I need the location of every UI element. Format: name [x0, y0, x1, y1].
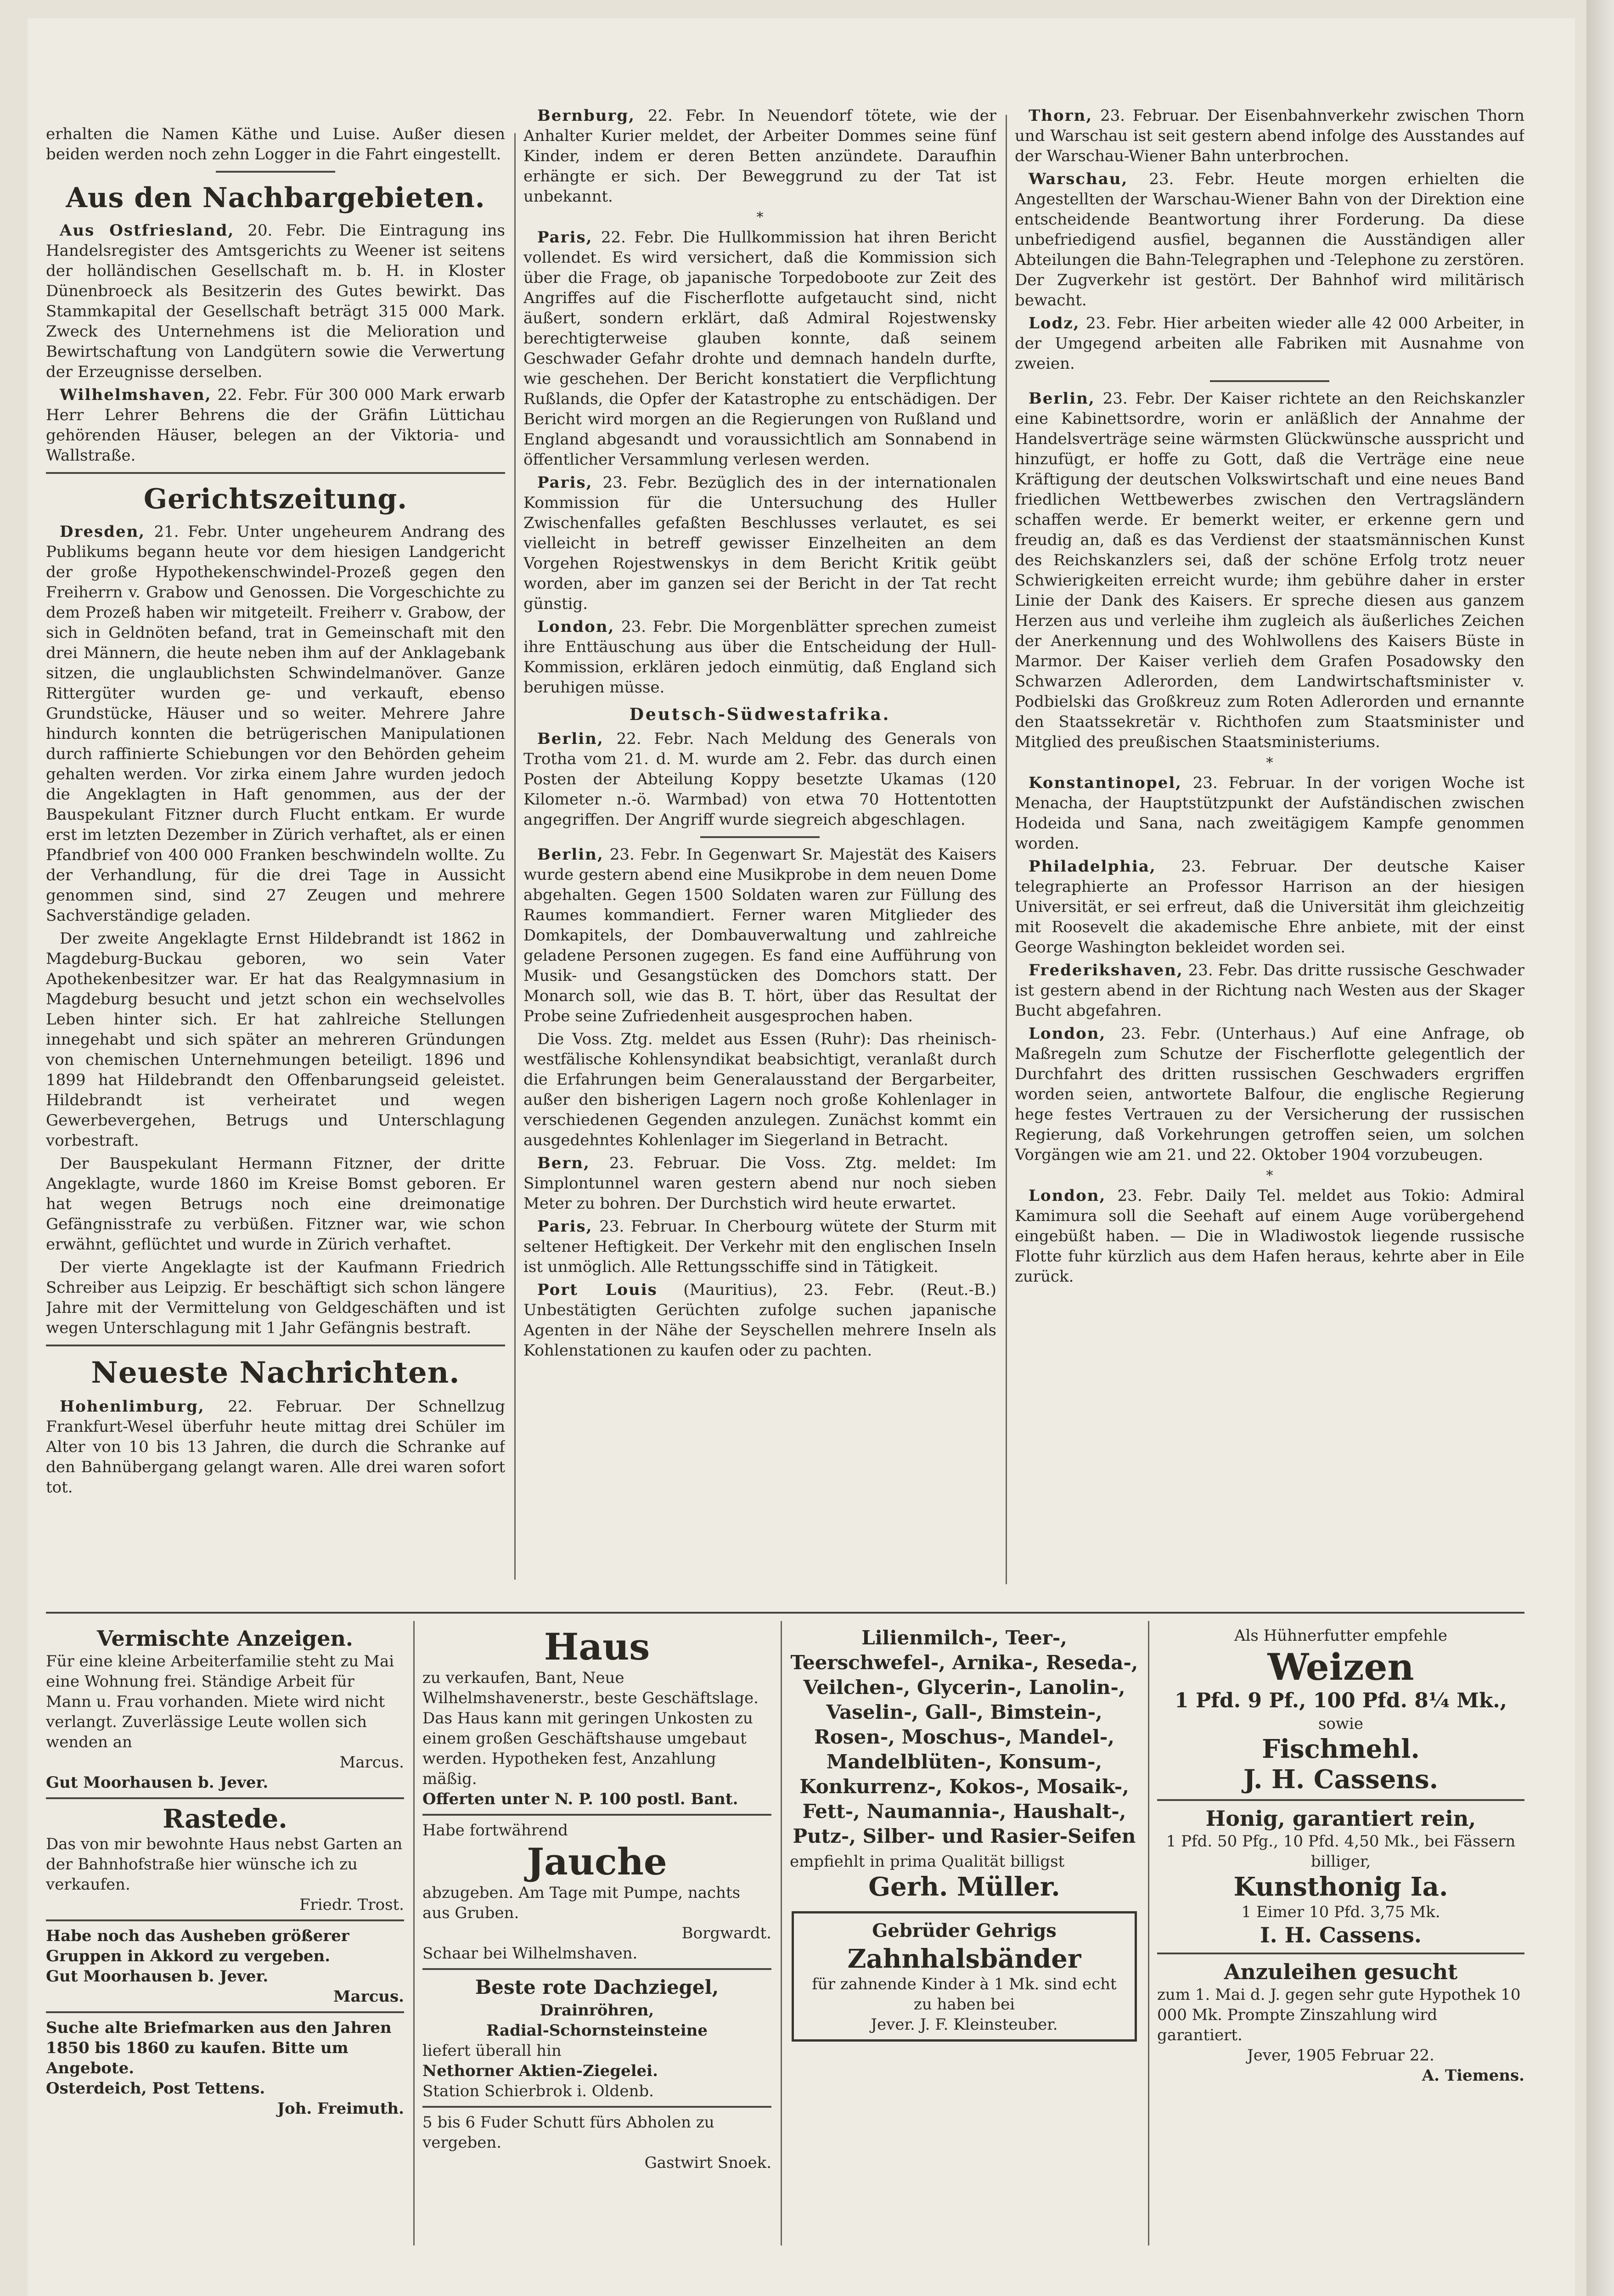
article: [1015, 960, 1524, 1021]
dateline: Hohenlimburg,: [60, 1397, 205, 1416]
article-text: 23. Febr. (Unterhaus.) Auf eine Anfrage, ob Maßregeln zum Schutze der Fischerflotte gelegentlich der Durchfahrt des dritten russischen Geschwaders ergriffen worden seien, antwortete Balfour, die englische Regierung hege festes Vertrauen zu der Versicherung der russischen Regierung, daß Vorkehrungen getroffen seien, um solchen Vorgängen wie am 21. und 22. Oktober 1904 vorzubeugen.: [1015, 1024, 1524, 1164]
divider: [46, 2011, 404, 2013]
column-1: [46, 124, 505, 1603]
article: [1015, 773, 1524, 854]
ad-box: [792, 1911, 1137, 2042]
article: [1015, 388, 1524, 752]
ad-signature: Gerh. Müller.: [868, 1872, 1060, 1902]
article-text: 23. Febr. In Gegenwart Sr. Majestät des Kaisers wurde gestern abend eine Musikprobe in dem neuen Dome abgehalten. Gegen 1500 Soldaten waren zur Füllung des Raumes kommandiert. Ferner waren Mitglieder des Domkapitels, der Dombauverwaltung und zahlreiche geladene Personen zugegen. Es fand eine Aufführung von Musik- und Gesangstücken des Domchors statt. Der Monarch soll, wie das B. T. hört, über das Resultat der Probe seine Zufriedenheit ausgesprochen haben.: [523, 845, 996, 1025]
ad-signature: Marcus.: [339, 1753, 404, 1772]
ad-column-1: [46, 1626, 404, 2245]
separator-star: *: [1266, 1168, 1273, 1184]
article: [523, 106, 996, 207]
article-text: 23. Febr. Hier arbeiten wieder alle 42 000 Arbeiter, in der Umgegend arbeiten alle Fabriken mit Ausnahme von zweien.: [1015, 314, 1524, 373]
article-text: 23. Febr. Die Morgenblätter sprechen zumeist ihre Enttäuschung aus über die Entscheidung der Hull-Kommission, erklären jedoch einmütig, daß England sich beruhigen müsse.: [523, 618, 996, 697]
ad-signature: Marcus.: [333, 1987, 404, 2006]
article-text: 23. Febr. Bezüglich des in der internationalen Kommission für die Untersuchung des Huller Zwischenfalles gefaßten Beschlusses verlautet, es sei vielleicht in betreff gewisser Einzelheiten an dem Vorgehen Rojestwenskys in dem Bericht Kritik geübt worden, aber im ganzen sei der Bericht in der Tat recht günstig.: [523, 473, 996, 613]
article-text: Die Voss. Ztg. meldet aus Essen (Ruhr): Das rheinisch-westfälische Kohlensyndikat beabsichtigt, veranlaßt durch die Erfahrungen beim Generalausstand der Bergarbeiter, außer den bisherigen Lagern noch große Kohlenlager in verschiedenen Gegenden anzulegen. Zunächst kommt ein ausgedehntes Kohlenlager im Siegerland in Betracht.: [523, 1030, 996, 1149]
dateline: Philadelphia,: [1029, 857, 1156, 876]
divider: [1157, 1953, 1524, 1954]
article-text: Der zweite Angeklagte Ernst Hildebrandt ist 1862 in Magdeburg-Buckau geboren, wo sein Vater Apothekenbesitzer war. Er hat das Realgymnasium in Magdeburg besucht und jetzt schon ein wechselvolles Leben hinter sich. Er hat zahlreiche Stellungen innegehabt und sich später an mehreren Gründungen von chemischen Unternehmungen beteiligt. 1896 und 1899 hat Hildebrandt den Offenbarungseid geleistet. Hildebrandt ist verheiratet und wegen Gewerbevergehen, Betrugs und Unterschlagung vorbestraft.: [46, 929, 505, 1150]
dateline: Paris,: [537, 1217, 593, 1236]
ad-subtitle: Drainröhren,: [540, 2001, 654, 2020]
ad-title: Weizen: [1267, 1645, 1414, 1688]
divider: [422, 2106, 771, 2108]
dateline: London,: [1029, 1187, 1106, 1205]
divider: [46, 1345, 505, 1346]
article: [46, 385, 505, 466]
article: [523, 617, 996, 698]
ad-signature: Station Schierbrok i. Oldenb.: [422, 2082, 654, 2100]
dateline: Paris,: [537, 473, 593, 492]
ad-text: empfiehlt in prima Qualität billigst: [790, 1852, 1065, 1871]
section-subhead: Deutsch-Südwestafrika.: [629, 705, 891, 724]
dateline: Berlin,: [1029, 389, 1095, 408]
dateline: London,: [537, 618, 615, 636]
ad-signature: Schaar bei Wilhelmshaven.: [422, 1944, 638, 1963]
ad-text: sowie: [1318, 1715, 1363, 1733]
article-text: (Mauritius), 23. Febr. (Reut.-B.) Unbestätigten Gerüchten zufolge suchen japanische Agenten in der Nähe der Seyschellen mehrere Inseln als Kohlenstationen zu kaufen oder zu pachten.: [523, 1281, 996, 1360]
article-text: 23. Februar. Der deutsche Kaiser telegraphierte an Professor Harrison an der hiesigen Universität, er sei erfreut, daß die Universität ihm gleichzeitig mit Roosevelt die akademische Ehre anbiete, mit der einst George Washington bekleidet worden sei.: [1015, 857, 1524, 957]
ad-column-rule: [1148, 1621, 1149, 2245]
article-text: 22. Febr. Die Hullkommission hat ihren Bericht vollendet. Es wird versichert, daß die Kommission sich über die Frage, ob japanische Torpedoboote zur Zeit des Angriffes auf die Fischerflotte aufgetaucht sind, nicht äußert, sondern erklärt, daß Admiral Rojestwensky berechtigterweise glauben konnte, daß seinem Geschwader Gefahr drohte und demnach handeln durfte, wie geschehen. Der Bericht konstatiert die Verpflichtung Rußlands, die Opfer der Katastrophe zu entschädigen. Der Bericht wird morgen an die Regierungen von Rußland und England abgesandt und voraussichtlich am Sonnabend in öffentlicher Versammlung verlesen werden.: [523, 228, 996, 469]
article: [46, 1396, 505, 1497]
ad-title: Rastede.: [163, 1804, 287, 1834]
ad-text: 1 Pfd. 50 Pfg., 10 Pfd. 4,50 Mk., bei Fässern billiger,: [1166, 1832, 1516, 1871]
article-text: 23. Februar. In Cherbourg wütete der Sturm mit seltener Heftigkeit. Der Verkehr mit den englischen Inseln ist unmöglich. Alle Rettungsschiffe sind in Tätigkeit.: [523, 1217, 996, 1276]
article-text: 22. Februar. Der Schnellzug Frankfurt-Wesel überfuhr heute mittag drei Schüler im Alter von 10 bis 13 Jahren, die durch die Schranke auf den Bahnübergang gelangt waren. Alle drei waren sofort tot.: [46, 1397, 505, 1497]
ad-text: für zahnende Kinder à 1 Mk. sind echt zu haben bei: [812, 1975, 1117, 2014]
dateline: Dresden,: [60, 523, 146, 541]
dateline: Berlin,: [537, 730, 604, 748]
ad-title: Gebrüder Gehrigs: [872, 1920, 1057, 1941]
article-text: 22. Febr. Nach Meldung des Generals von Trotha vom 21. d. M. wurde am 2. Febr. das durch einen Posten der Abteilung Koppy besetzte Ukamas (120 Kilometer n.-ö. Warmbad) von etwa 70 Hottentotten angegriffen. Der Angriff wurde siegreich abgeschlagen.: [523, 730, 996, 829]
article-text: 23. Februar. Die Voss. Ztg. meldet: Im Simplontunnel waren gestern abend nur noch sieben Meter zu bohren. Der Durchstich wird heute erwartet.: [523, 1154, 996, 1213]
article: [523, 844, 996, 1026]
article-text: erhalten die Namen Käthe und Luise. Außer diesen beiden werden noch zehn Logger in die Fahrt eingestellt.: [46, 125, 505, 163]
article-text: 23. Febr. Daily Tel. meldet aus Tokio: Admiral Kamimura soll die Seehaft auf einem Auge vorübergehend eingebüßt haben. — Die in Wladiwostok liegende russische Flotte fuhr kürzlich aus dem Hafen heraus, kehrte aber in Eile zurück.: [1015, 1187, 1524, 1286]
column-rule: [1006, 115, 1007, 1584]
ad-signature: Gastwirt Snoek.: [644, 2154, 771, 2172]
separator-star: *: [756, 209, 764, 225]
ad-signature: Gut Moorhausen b. Jever.: [46, 1773, 269, 1792]
article-text: 23. Febr. Das dritte russische Geschwader ist gestern abend in der Richtung nach Westen aus der Skager Bucht abgefahren.: [1015, 961, 1524, 1020]
section-title: Neueste Nachrichten.: [91, 1356, 460, 1390]
separator-star: *: [1266, 755, 1273, 771]
column-rule: [514, 133, 516, 1580]
ad-column-2: [422, 1626, 771, 2245]
dateline: Bern,: [537, 1154, 590, 1172]
article: [1015, 1024, 1524, 1165]
ad-column-rule: [781, 1621, 782, 2245]
ad-title: Jauche: [527, 1840, 667, 1883]
ad-title: Anzuleihen gesucht: [1224, 1959, 1458, 1984]
ad-signature: A. Tiemens.: [1422, 2066, 1524, 2085]
article-text: 20. Febr. Die Eintragung ins Handelsregister des Amtsgerichts zu Weener ist seitens der holländischen Gesellschaft m. b. H. in Kloster Dünenbroeck als Besitzerin des Gutes bewirkt. Das Stammkapital der Gesellschaft beträgt 315 000 Mark. Zweck des Unternehmens ist die Melioration und Bewirtschaftung von Landgütern sowie die Verwertung der Erzeugnisse derselben.: [46, 221, 505, 381]
ad-title: Haus: [544, 1626, 650, 1668]
divider: [216, 171, 335, 173]
dateline: Paris,: [537, 228, 593, 247]
ad-title: Kunsthonig Ia.: [1233, 1872, 1448, 1902]
ad-text: Für eine kleine Arbeiterfamilie steht zu Mai eine Wohnung frei. Ständige Arbeit für Mann u. Frau vorhanden. Miete wird nicht verlangt. Zuverlässige Leute wollen sich wenden an: [46, 1652, 394, 1751]
article: [523, 227, 996, 470]
ad-signature: Friedr. Trost.: [299, 1896, 404, 1914]
article-text: 21. Febr. Unter ungeheurem Andrang des Publikums begann heute vor dem hiesigen Landgericht der große Hypothekenschwindel-Prozeß gegen den Freiherrn v. Grabow und Genossen. Die Vorgeschichte zu dem Prozeß haben wir mitgeteilt. Freiherr v. Grabow, der sich in Geldnöten befand, trat in Gemeinschaft mit den drei Männern, die heute neben ihm auf der Anklagebank sitzen, die unglaublichsten Schwindelmanöver. Ganze Rittergüter wurden ge- und verkauft, ebenso Grundstücke, Häuser und so weiter. Mehrere Jahre hindurch konnten die betrügerischen Manipulationen durch raffinierte Schiebungen vor den Behörden geheim gehalten werden. Vor zirka einem Jahre wurden jedoch die Angeklagten in Haft genommen, aus der der Bauspekulant Fitzner durch Flucht entkam. Er wurde erst im letzten Dezember in Zürich verhaftet, als er einen Pfandbrief von 400 000 Franken beschwindeln wollte. Zu der Verhandlung, für die drei Tage in Aussicht genommen sind, sind 27 Zeugen und mehrere Sachverständige geladen.: [46, 523, 505, 925]
divider: [1210, 380, 1329, 382]
ad-signature: Nethorner Aktien-Ziegelei.: [422, 2062, 658, 2080]
dateline: Wilhelmshaven,: [60, 386, 212, 404]
ad-text: 5 bis 6 Fuder Schutt fürs Abholen zu vergeben.: [422, 2113, 714, 2152]
ad-text: Als Hühnerfutter empfehle: [1234, 1626, 1448, 1645]
ad-signature: Joh. Freimuth.: [277, 2099, 404, 2118]
divider: [700, 836, 820, 838]
ad-signature: Osterdeich, Post Tettens.: [46, 2079, 265, 2098]
article: [523, 1153, 996, 1214]
article-text: Der Bauspekulant Hermann Fitzner, der dritte Angeklagte, wurde 1860 im Kreise Bomst geboren. Er hat wegen Betrugs noch eine dreimonatige Gefängnisstrafe zu verbüßen. Fitzner war, wie schon erwähnt, geflüchtet und wurde in Zürich verhaftet.: [46, 1154, 505, 1254]
ad-column-rule: [413, 1621, 415, 2245]
ad-signature: Jever. J. F. Kleinsteuber.: [871, 2015, 1058, 2034]
article-text: 23. Febr. Heute morgen erhielten die Angestellten der Warschau-Wiener Bahn von der Direktion eine entscheidende Beantwortung ihrer Forderung. Da diese unbefriedigend ausfiel, begannen die Ausständigen aller Abteilungen die Bahn-Telegraphen und -Telephone zu zerstören. Der Zugverkehr ist gestört. Der Bahnhof wird militärisch bewacht.: [1015, 170, 1524, 310]
article: [523, 1216, 996, 1277]
ad-text: zum 1. Mai d. J. gegen sehr gute Hypothek 10 000 Mk. Prompte Zinszahlung wird garantiert.: [1157, 1986, 1521, 2044]
article: [46, 220, 505, 382]
article: [523, 1280, 996, 1361]
article-text: 22. Febr. Für 300 000 Mark erwarb Herr Lehrer Behrens die der Gräfin Lüttichau gehörenden Häuser, belegen an der Viktoria- und Wallstraße.: [46, 386, 505, 465]
article: [46, 522, 505, 926]
ad-title: Vermischte Anzeigen.: [97, 1626, 353, 1651]
ad-signature: Borgwardt.: [681, 1924, 771, 1942]
dateline: Berlin,: [537, 845, 604, 864]
ad-signature: J. H. Cassens.: [1243, 1764, 1439, 1795]
ad-text: 1 Eimer 10 Pfd. 3,75 Mk.: [1241, 1903, 1440, 1921]
article-text: 23. Februar. Der Eisenbahnverkehr zwischen Thorn und Warschau ist seit gestern abend infolge des Ausstandes auf der Warschau-Wiener Bahn unterbrochen.: [1015, 107, 1524, 165]
article: [1015, 313, 1524, 374]
ad-text: Suche alte Briefmarken aus den Jahren 1850 bis 1860 zu kaufen. Bitte um Angebote.: [46, 2019, 392, 2077]
dateline: Aus Ostfriesland,: [60, 221, 235, 240]
article-text: Der vierte Angeklagte ist der Kaufmann Friedrich Schreiber aus Leipzig. Er beschäftigt sich schon längere Jahre mit der Vermittelung von Geldgeschäften und ist wegen Unterschlagung mit 1 Jahr Gefängnis bestraft.: [46, 1258, 505, 1337]
ad-text: Das von mir bewohnte Haus nebst Garten an der Bahnhofstraße hier wünsche ich zu verkaufen.: [46, 1835, 403, 1894]
dateline: Konstantinopel,: [1029, 774, 1182, 792]
ad-price: 1 Pfd. 9 Pf., 100 Pfd. 8¼ Mk.,: [1175, 1689, 1507, 1712]
divider: [1157, 1799, 1524, 1801]
dateline: Thorn,: [1029, 107, 1093, 125]
article: [1015, 169, 1524, 310]
dateline: Lodz,: [1029, 314, 1080, 332]
divider: [46, 472, 505, 474]
ad-text: zu verkaufen, Bant, Neue Wilhelmshavenerstr., beste Geschäftslage. Das Haus kann mit geringen Unkosten zu einem großen Geschäftshause umgebaut werden. Hypotheken fest, Anzahlung mäßig.: [422, 1669, 759, 1788]
ad-text: liefert überall hin: [422, 2042, 562, 2060]
article-text: 22. Febr. In Neuendorf tötete, wie der Anhalter Kurier meldet, der Arbeiter Dommes seine fünf Kinder, indem er deren Betten anzündete. Daraufhin erhängte er sich. Der Beweggrund zu der Tat ist unbekannt.: [523, 107, 996, 206]
article: [523, 729, 996, 830]
divider: [422, 1968, 771, 1970]
divider: [46, 1797, 404, 1799]
article: [1015, 106, 1524, 166]
dateline: Port Louis: [537, 1281, 658, 1299]
ad-column-3: [790, 1626, 1139, 2245]
section-title: Gerichtszeitung.: [143, 483, 408, 515]
ad-text: Habe fortwährend: [422, 1821, 568, 1840]
article: [523, 473, 996, 614]
ad-signature: I. H. Cassens.: [1260, 1923, 1422, 1947]
column-3: [1015, 106, 1524, 1584]
column-2: [523, 106, 996, 1584]
article-text: 23. Febr. Der Kaiser richtete an den Reichskanzler eine Kabinettsordre, worin er anläßlich der Annahme der Handelsverträge seine wärmsten Glückwünsche ausspricht und hinzufügt, er hoffe zu Gott, daß die Verträge eine neue Kräftigung der deutschen Volkswirtschaft und eine neues Band friedlichen Wettbewerbes zwischen den Vertragsländern schaffen werde. Er bemerkt weiter, er erkenne gern und freudig an, daß es das Verdienst der staatsmännischen Kunst des Reichskanzlers sei, daß der schöne Erfolg trotz neuer Schwierigkeiten erreicht wurde; ihm gebühre daher in erster Linie der Dank des Kaisers. Er spreche diesen aus ganzem Herzen aus und verleihe ihm zugleich als äußerliches Zeichen der Anerkennung und des Wohlwollens des Kaisers Büste in Marmor. Der Kaiser verlieh dem Grafen Posadowsky den Schwarzen Adlerorden, dem Landwirtschaftsminister v. Podbielski das Großkreuz zum Roten Adlerorden und ernannte den Staatssekretär v. Richthofen zum Staatsminister und Mitglied des preußischen Staatsministeriums.: [1015, 389, 1524, 751]
ad-column-4: [1157, 1626, 1524, 2245]
dateline: London,: [1029, 1024, 1106, 1043]
ad-title: Beste rote Dachziegel,: [475, 1976, 719, 1998]
dateline: Frederikshaven,: [1029, 961, 1183, 979]
ad-signature: Offerten unter N. P. 100 postl. Bant.: [422, 1790, 738, 1808]
ad-title: Zahnhalsbänder: [847, 1944, 1081, 1974]
ad-signature: Jever, 1905 Februar 22.: [1247, 2046, 1434, 2065]
ad-title: Fischmehl.: [1262, 1734, 1420, 1764]
article: [1015, 856, 1524, 957]
divider: [422, 1814, 771, 1816]
ad-title: Lilienmilch-, Teer-, Teerschwefel-, Arnika-, Reseda-, Veilchen-, Glycerin-, Lanolin-, Vaselin-, Gall-, Bimstein-, Rosen-, Moschus-, Mandel-, Mandelblüten-, Konsum-, Konkurrenz-, Kokos-, Mosaik-, Fett-, Naumannia-, Haushalt-, Putz-, Silber- und Rasier-Seifen: [790, 1626, 1138, 1847]
ad-signature: Gut Moorhausen b. Jever.: [46, 1967, 269, 1986]
newspaper-page: [28, 18, 1575, 2296]
article: [1015, 1186, 1524, 1287]
dateline: Bernburg,: [537, 107, 635, 125]
ad-text: Habe noch das Ausheben größerer Gruppen in Akkord zu vergeben.: [46, 1927, 349, 1965]
article-text: 23. Februar. In der vorigen Woche ist Menacha, der Hauptstützpunkt der Aufständischen zwischen Hodeida und Sana, nach zweitägigem Kampfe genommen worden.: [1015, 774, 1524, 853]
ad-title: Honig, garantiert rein,: [1205, 1806, 1476, 1831]
ads-divider: [46, 1612, 1524, 1614]
page-edge: [1586, 0, 1614, 2296]
ad-text: abzugeben. Am Tage mit Pumpe, nachts aus Gruben.: [422, 1884, 741, 1922]
divider: [46, 1919, 404, 1921]
section-title: Aus den Nachbargebieten.: [66, 182, 485, 214]
ad-subtitle: Radial-Schornsteinsteine: [486, 2021, 708, 2040]
dateline: Warschau,: [1029, 170, 1128, 188]
